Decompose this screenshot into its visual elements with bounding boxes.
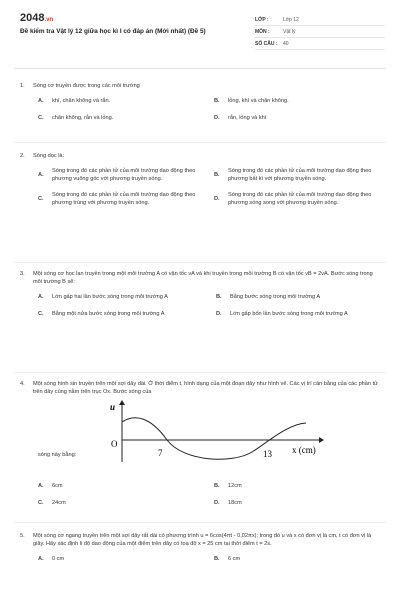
option-b[interactable]: B. 12cm [214,483,242,489]
option-a[interactable]: A. Lớn gấp hai lần bước sóng trong môi trường A [38,294,168,300]
option-c[interactable]: C. Sóng trong đó các phần tử của môi trường dao động theo phương trùng với phương truyền sóng. [38,192,196,206]
logo-sub: .vn [44,17,54,23]
question-number: 1. [20,83,25,89]
question-divider [14,262,386,263]
question-divider [14,522,386,523]
question-2 [20,152,382,207]
question-3 [20,270,382,318]
option-d[interactable]: D. Sóng trong đó các phần tử của môi trường dao động theo phương sóng song với phương truyền sóng. [214,192,372,206]
option-c[interactable]: C. 24cm [38,500,66,506]
question-number: 3. [20,271,25,277]
question-5 [20,532,382,563]
x-label: x (cm) [292,445,316,455]
question-number: 5. [20,533,25,539]
page-title: Đề kiểm tra Vật lý 12 giữa học kì I có đáp án (Mới nhất) (Đề 5) [20,28,206,35]
question-1 [20,82,382,122]
option-d[interactable]: D. Lớn gấp bốn lần bước sóng trong môi trường A [216,311,348,317]
option-d[interactable]: D. 18cm [214,500,242,506]
tick-label-7: 7 [158,448,163,458]
question-divider [14,372,386,373]
option-b[interactable]: B. lỏng, khí và chân không. [214,98,289,104]
option-a[interactable]: A. khí, chân không và rắn. [38,98,111,104]
question-text: Sóng cơ truyền được trong các môi trường [33,83,140,89]
option-b[interactable]: B. Bằng bước sóng trong môi trường A [216,294,321,300]
question-text: Một sóng cơ ngang truyền trên một sợi dây rất dài có phương trình u = 6cos(4πt - 0,02πx); trong đó u và x có đơn vị là cm, t có đơn vị là giây. Hãy xác định li độ dao động của một điểm trên dây có toạ độ x = 25 cm tại thời điểm t = 2s. [33,533,372,547]
question-text: Một sóng hình sin truyền trên một sợi dây dài. Ở thời điểm t, hình dạng của một đoạn dây như hình vẽ. Các vị trí cân bằng của các phần tử trên dây cùng nằm trên trục Ox. Bước sóng của [33,381,378,395]
u-label: u [110,402,116,412]
site-logo[interactable] [20,12,53,24]
option-c[interactable]: C. chân không, rắn và lỏng. [38,115,114,121]
option-a[interactable]: A. Sóng trong đó các phần tử của môi trường dao động theo phương vuông góc với phương truyền sóng. [38,168,196,182]
option-c[interactable]: C. Bằng một nửa bước sóng trong môi trường A [38,311,165,317]
meta-count: SỐ CÂU : 40 [255,38,385,50]
u-axis-arrow [119,400,125,405]
question-divider [14,142,386,143]
wave-curve [122,418,306,460]
logo-main: 2048 [20,12,45,24]
meta-class: LỚP : Lớp 12 [255,14,385,26]
option-a[interactable]: A. 6cm [38,483,63,489]
question-text: Một sóng cơ học lan truyền trong một môi trường A có vận tốc vA và khi truyền trong môi trường B có vận tốc vB = 2vA. Bước sóng trong môi trường B sẽ: [33,271,373,285]
wave-figure [92,400,392,470]
origin-label: O [111,439,118,449]
meta-subject: MÔN : Vật lý [255,26,385,38]
question-number: 4. [20,381,25,387]
option-b[interactable]: B. Sóng trong đó các phần tử của môi trường dao động theo phương bất kì với phương truyền sóng. [214,168,372,182]
option-b[interactable]: B. 6 cm [214,556,241,562]
x-axis-arrow [319,437,324,443]
option-d[interactable]: D. rắn, lỏng và khí [214,115,267,121]
question-number: 2. [20,153,25,159]
tick-label-13: 13 [263,449,272,459]
exam-meta [255,14,385,50]
header-divider [14,68,386,69]
question-4 [20,380,382,507]
option-a[interactable]: A. 0 cm [38,556,65,562]
question-text: Sóng dọc là: [33,153,65,159]
figure-lead: sóng này bằng: [38,452,77,458]
